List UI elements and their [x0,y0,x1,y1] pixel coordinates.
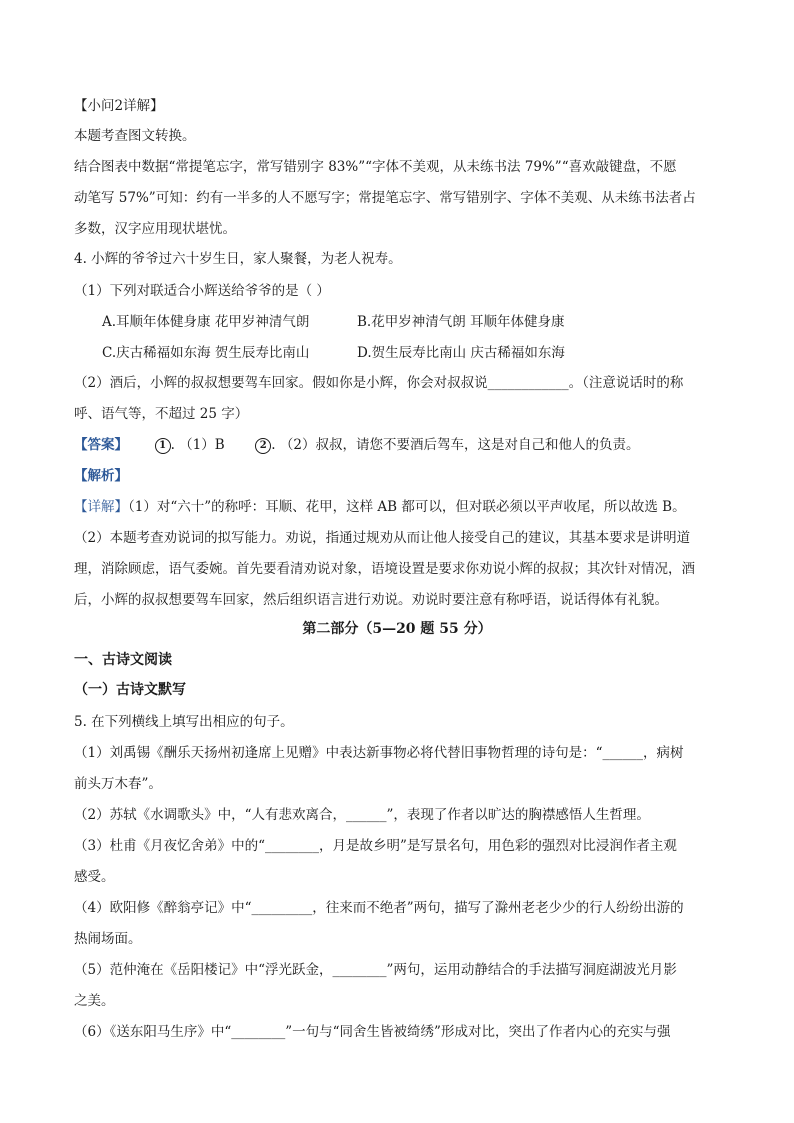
option-a: A.耳顺年体健身康 花甲岁神清气朗 [102,314,310,330]
q2-detail-body-line: 多数，汉字应用现状堪忧。 [74,221,236,237]
q5-item-line: 感受。 [74,869,115,885]
q5-item-line: （6）《送东阳马生序》中“________”一句与“同舍生皆被绮绣”形成对比，突出了作者内心的充实与强 [74,1024,671,1040]
q5-item-line: （5）范仲淹在《岳阳楼记》中“浮光跃金，________”两句，运用动静结合的手法描写洞庭湖波光月影 [74,962,677,978]
q5-item-line: 前头万木春”。 [74,776,162,792]
q2-detail-intro: 本题考查图文转换。 [74,128,196,144]
detail-2-line: 理，消除顾虑，语气委婉。首先要看清劝说对象，语境设置是要求你劝说小辉的叔叔；其次针对情况，酒 [74,561,695,577]
question-4-sub2-cont: 呼、语气等，不超过 25 字） [74,406,249,422]
answer-1: . （1）B [170,437,225,453]
answer-2: . （2）叔叔，请您不要酒后驾车，这是对自己和他人的负责。 [271,437,640,453]
section-heading: 一、古诗文阅读 [74,652,172,668]
q2-detail-body-line: 结合图表中数据“常提笔忘字，常写错别字 83%”“字体不美观，从未练书法 79%”“喜欢敲键盘，不愿 [74,159,677,175]
subsection-heading: （一）古诗文默写 [74,682,186,698]
detail-1: （1）对“六十”的称呼：耳顺、花甲，这样 AB 都可以，但对联必须以平声收尾，所以故选 B。 [128,499,686,515]
detail-line [74,495,686,515]
circled-number-1: 1 [155,438,171,454]
q2-detail-body-line: 动笔写 57%”可知：约有一半多的人不愿写字；常提笔忘字、常写错别字、字体不美观、从未练书法者占 [74,190,696,206]
question-4-sub1: （1）下列对联适合小辉送给爷爷的是（ ） [74,283,330,299]
q5-item-line: 热闹场面。 [74,931,142,947]
detail-2-line: （2）本题考查劝说词的拟写能力。劝说，指通过规劝从而让他人接受自己的建议，其基本要求是讲明道 [74,530,691,546]
q5-item-line: （1）刘禹锡《酬乐天扬州初逢席上见赠》中表达新事物必将代替旧事物哲理的诗句是：“______，病树 [74,745,684,761]
q5-item-line: 之美。 [74,993,115,1009]
option-b: B.花甲岁神清气朗 耳顺年体健身康 [357,314,565,330]
answer-tag: 【答案】 [74,437,128,453]
detail-2-line: 后，小辉的叔叔想要驾车回家，然后组织语言进行劝说。劝说时要注意有称呼语，说话得体有礼貌。 [74,592,668,608]
analysis-tag: 【解析】 [74,468,128,484]
q5-item-line: （4）欧阳修《醉翁亭记》中“_________，往来而不绝者”两句，描写了滁州老老少少的行人纷纷出游的 [74,900,684,916]
part-2-title: 第二部分（5—20 题 55 分） [302,621,492,637]
option-c: C.庆古稀福如东海 贺生辰寿比南山 [102,345,310,361]
question-4-stem: 4. 小辉的爷爷过六十岁生日，家人聚餐，为老人祝寿。 [74,251,402,267]
question-4-sub2: （2）酒后，小辉的叔叔想要驾车回家。假如你是小辉，你会对叔叔说____________。（注意说话时的称 [74,375,684,391]
question-5-stem: 5. 在下列横线上填写出相应的句子。 [74,714,294,730]
q2-detail-header: 【小问2详解】 [74,98,164,114]
detail-tag: 【详解】 [74,499,128,515]
q5-item-line: （3）杜甫《月夜忆舍弟》中的“________，月是故乡明”是写景名句，用色彩的强烈对比浸润作者主观 [74,838,677,854]
answer-line [74,433,639,454]
q5-item-line: （2）苏轼《水调歌头》中，“人有悲欢离合，______”，表现了作者以旷达的胸襟感悟人生哲理。 [74,807,650,823]
circled-number-2: 2 [255,438,271,454]
option-d: D.贺生辰寿比南山 庆古稀福如东海 [357,345,565,361]
